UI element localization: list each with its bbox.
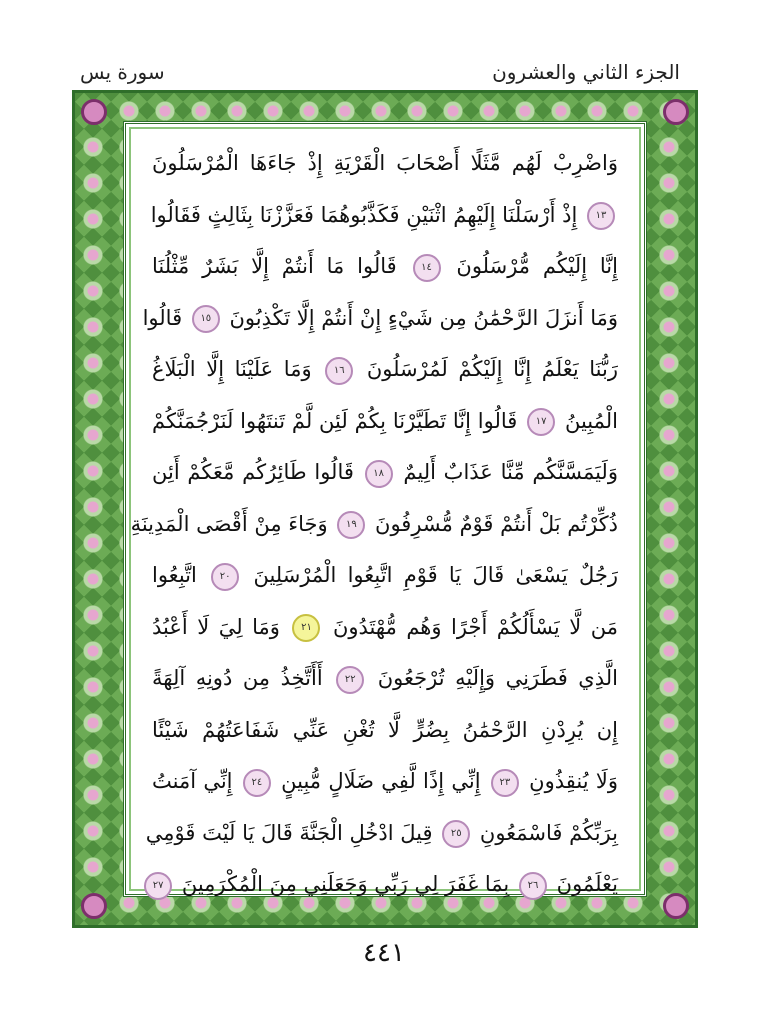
ayah-number-marker[interactable]: ١٤: [413, 254, 441, 282]
verse-text: بِرَبِّكُمْ فَاسْمَعُونِ: [479, 820, 618, 845]
ayah-number-marker[interactable]: ١٦: [325, 357, 353, 385]
verse-line: [152, 653, 618, 705]
ayah-number-marker[interactable]: ٢٢: [336, 666, 364, 694]
verse-line: [145, 808, 618, 860]
verse-line: [152, 756, 618, 808]
ayah-number-marker[interactable]: ١٩: [337, 511, 365, 539]
verse-line: [142, 293, 618, 345]
verse-text: رَجُلٌ يَسْعَىٰ قَالَ يَا قَوْمِ اتَّبِعُوا الْمُرْسَلِينَ: [253, 563, 618, 587]
ayah-number-marker[interactable]: ٢٦: [519, 872, 547, 900]
ornamental-border: [72, 90, 698, 928]
verse-text: بِمَا غَفَرَ لِي رَبِّي وَجَعَلَنِي مِنَ الْمُكْرَمِينَ: [181, 872, 510, 896]
verse-text: الَّذِي فَطَرَنِي وَإِلَيْهِ تُرْجَعُونَ: [377, 666, 618, 690]
page-header: [80, 60, 680, 90]
verse-line: [152, 190, 618, 242]
verse-text: يَعْلَمُونَ: [556, 872, 618, 896]
verse-text: إِنِّي إِذًا لَّفِي ضَلَالٍ مُّبِينٍ: [281, 769, 481, 793]
verse-line: [152, 550, 618, 602]
verse-text: إِذْ أَرْسَلْنَا إِلَيْهِمُ اثْنَيْنِ فَكَذَّبُوهُمَا فَعَزَّزْنَا بِثَالِثٍ فَقَالُوا: [150, 202, 578, 227]
verse-text: قِيلَ ادْخُلِ الْجَنَّةَ قَالَ يَا لَيْتَ قَوْمِي: [145, 820, 433, 845]
juz-title: الجزء الثاني والعشرون: [492, 60, 680, 84]
verse-text: وَمَا أَنزَلَ الرَّحْمَٰنُ مِن شَيْءٍ إِنْ أَنتُمْ إِلَّا تَكْذِبُونَ: [229, 305, 618, 330]
ayah-number-marker[interactable]: ١٣: [587, 202, 615, 230]
flower-ornament-icon: [81, 893, 107, 919]
ayah-number-marker[interactable]: ٢٥: [442, 820, 470, 848]
verse-text: قَالُوا: [142, 305, 183, 330]
flower-ornament-icon: [663, 893, 689, 919]
verse-text: وَمَا عَلَيْنَا إِلَّا الْبَلَاغُ: [152, 357, 312, 381]
verse-text: ذُكِّرْتُم بَلْ أَنتُمْ قَوْمٌ مُّسْرِفُونَ: [375, 511, 618, 536]
verse-line: [152, 344, 618, 396]
verse-text: قَالُوا طَائِرُكُم مَّعَكُمْ أَئِن: [152, 460, 354, 484]
verse-text: اتَّبِعُوا: [152, 563, 197, 587]
verse-text: وَلَيَمَسَّنَّكُم مِّنَّا عَذَابٌ أَلِيمٌ: [403, 460, 618, 484]
verse-text: وَمَا لِيَ لَا أَعْبُدُ: [152, 614, 280, 639]
verse-text: رَبُّنَا يَعْلَمُ إِنَّا إِلَيْكُمْ لَمُرْسَلُونَ: [366, 357, 618, 381]
quran-text-panel: [123, 121, 647, 897]
ayah-number-marker[interactable]: ٢٧: [144, 872, 172, 900]
verse-line: [130, 499, 618, 551]
verse-text: قَالُوا مَا أَنتُمْ إِلَّا بَشَرٌ مِّثْلُنَا: [152, 254, 397, 278]
verse-line: [152, 396, 618, 448]
verse-text: إِنِّي آمَنتُ: [152, 769, 233, 793]
verse-text: قَالُوا إِنَّا تَطَيَّرْنَا بِكُمْ لَئِن لَّمْ تَنتَهُوا لَنَرْجُمَنَّكُمْ: [152, 408, 518, 433]
verse-line: [152, 138, 618, 190]
verse-text: الْمُبِينُ: [564, 408, 618, 433]
verse-text: وَلَا يُنقِذُونِ: [529, 769, 618, 793]
ayah-number-marker[interactable]: ٢٤: [243, 769, 271, 797]
ayah-number-marker[interactable]: ٢١: [292, 614, 320, 642]
flower-ornament-icon: [663, 99, 689, 125]
verse-lines: [130, 138, 618, 911]
ayah-number-marker[interactable]: ١٧: [527, 408, 555, 436]
verse-text: مَن لَّا يَسْأَلُكُمْ أَجْرًا وَهُم مُّهْتَدُونَ: [332, 614, 618, 639]
verse-line: [152, 705, 618, 757]
verse-text: إِنَّا إِلَيْكُم مُّرْسَلُونَ: [456, 254, 618, 278]
page-number: ٤٤١: [363, 938, 405, 968]
verse-text: وَجَاءَ مِنْ أَقْصَى الْمَدِينَةِ: [130, 511, 328, 536]
ayah-number-marker[interactable]: ١٨: [365, 460, 393, 488]
verse-line: [152, 602, 618, 654]
verse-text: وَاضْرِبْ لَهُم مَّثَلًا أَصْحَابَ الْقَرْيَةِ إِذْ جَاءَهَا الْمُرْسَلُونَ: [152, 151, 618, 175]
verse-text: إِن يُرِدْنِ الرَّحْمَٰنُ بِضُرٍّ لَّا تُغْنِ عَنِّي شَفَاعَتُهُمْ شَيْئًا: [152, 717, 618, 742]
ayah-number-marker[interactable]: ٢٣: [491, 769, 519, 797]
ayah-number-marker[interactable]: ١٥: [192, 305, 220, 333]
surah-title: سورة يس: [80, 60, 165, 84]
flower-ornament-icon: [81, 99, 107, 125]
verse-text: أَأَتَّخِذُ مِن دُونِهِ آلِهَةً: [152, 666, 323, 690]
verse-line: [152, 241, 618, 293]
verse-line: [152, 859, 618, 911]
verse-line: [152, 447, 618, 499]
ayah-number-marker[interactable]: ٢٠: [211, 563, 239, 591]
